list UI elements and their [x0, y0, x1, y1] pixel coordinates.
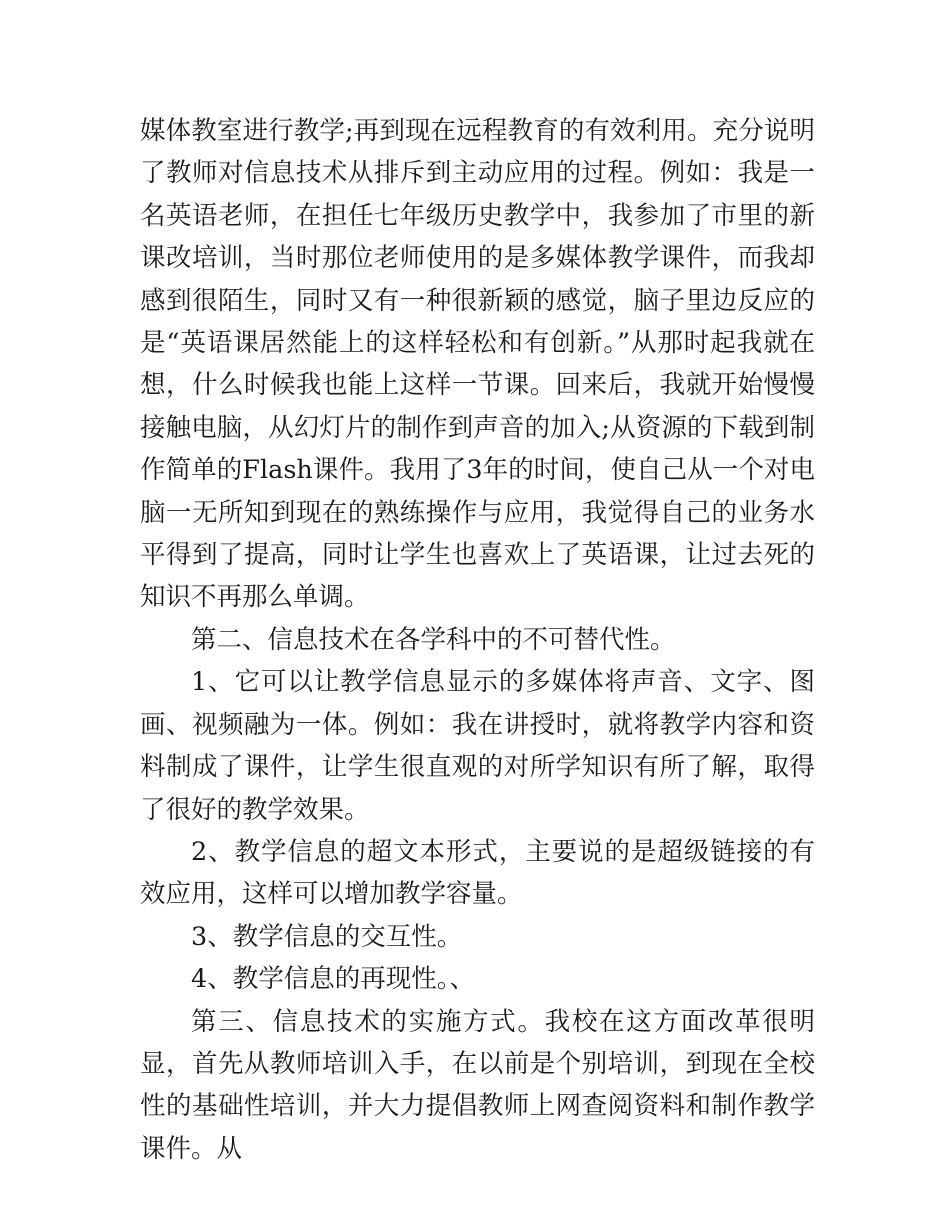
paragraph-section-two-heading: 第二、信息技术在各学科中的不可替代性。 — [191, 624, 676, 655]
document-body — [140, 110, 815, 1170]
paragraph-point-three: 3、教学信息的交互性。 — [191, 921, 463, 952]
paragraph-continuation: 媒体教室进行教学;再到现在远程教育的有效利用。充分说明了教师对信息技术从排斥到主动应用的过程。例如：我是一名英语老师，在担任七年级历史教学中，我参加了市里的新课改培训，当时那位老师使用的是多媒体教学课件，而我却感到很陌生，同时又有一种很新颖的感觉，脑子里边反应的是“英语课居然能上的这样轻松和有创新。”从那时起我就在想，什么时候我也能上这样一节课。回来后，我就开始慢慢接触电脑，从幻灯片的制作到声音的加入;从资源的下载到制作简单的Flash课件。我用了3年的时间，使自己从一个对电脑一无所知到现在的熟练操作与应用，我觉得自己的业务水平得到了提高，同时让学生也喜欢上了英语课，让过去死的知识不再那么单调。 — [140, 116, 815, 613]
paragraph-point-four: 4、教学信息的再现性。、 — [191, 964, 475, 995]
paragraph-point-two: 2、教学信息的超文本形式，主要说的是超级链接的有效应用，这样可以增加教学容量。 — [140, 836, 815, 910]
paragraph-point-one: 1、它可以让教学信息显示的多媒体将声音、文字、图画、视频融为一体。例如：我在讲授时，就将教学内容和资料制成了课件，让学生很直观的对所学知识有所了解，取得了很好的教学效果。 — [140, 667, 815, 825]
paragraph-section-three: 第三、信息技术的实施方式。我校在这方面改革很明显，首先从教师培训入手，在以前是个别培训，到现在全校性的基础性培训，并大力提倡教师上网查阅资料和制作教学课件。从 — [140, 1006, 815, 1164]
